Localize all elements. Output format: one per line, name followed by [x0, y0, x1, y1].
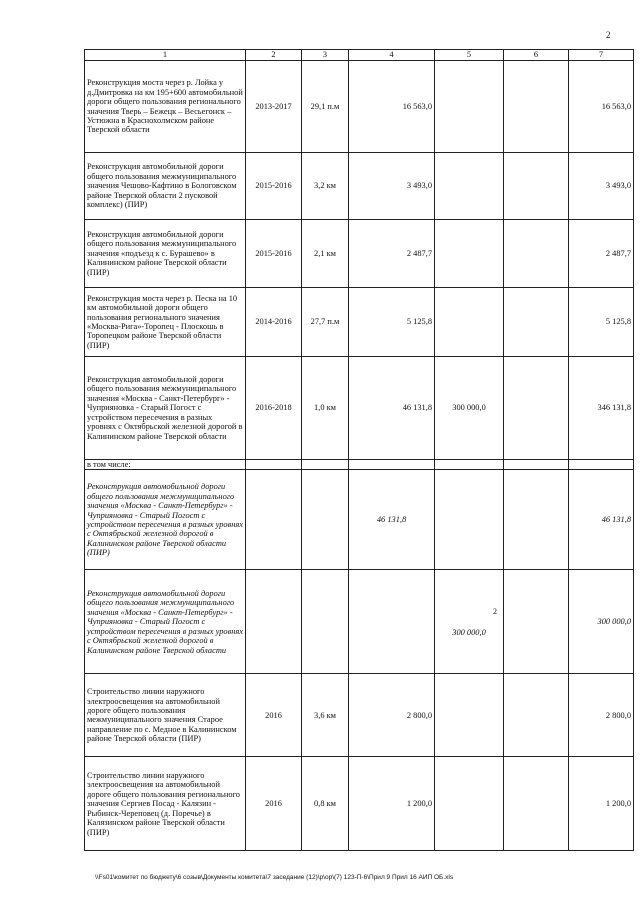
capacity-cell: 3,2 км	[302, 153, 349, 220]
header-cell: 2	[246, 50, 302, 61]
period-cell: 2015-2016	[246, 220, 302, 288]
col4-cell: 2 487,7	[349, 220, 435, 288]
period-cell: 2016-2018	[246, 357, 302, 460]
header-cell: 1	[85, 50, 246, 61]
table-row	[85, 757, 634, 851]
col4-cell	[349, 570, 435, 674]
file-path-footer: \\Fs01\комитет по бюджету\6 созыв\Документы комитета\7 заседание (12)\р\ор\(7) 123-П-6\Прил 9 Прил 16 АИП ОБ.xls	[95, 874, 454, 881]
table-row	[85, 357, 634, 460]
col6-cell	[504, 153, 569, 220]
col5-cell	[435, 757, 504, 851]
col5-cell	[435, 288, 504, 357]
sub-object-name-cell: Реконструкция автомобильной дороги общего пользования межмуниципального значения «Москва - Санкт-Петербург» - Чуприяновка - Старый Погост с устройством пересечения в разных уровнях с Октябрьской железной дорогой в Калининском районе Тверской области (ПИР)	[85, 470, 246, 570]
col5-cell	[435, 470, 504, 570]
col4-cell: 46 131,8	[349, 357, 435, 460]
table-row	[85, 61, 634, 153]
total-cell: 2 487,7	[569, 220, 634, 288]
capacity-cell: 27,7 п.м	[302, 288, 349, 357]
object-name-cell: Реконструкция автомобильной дороги общего пользования межмуниципального значения «Москва - Санкт-Петербург» - Чуприяновка - Старый Погост с устройством пересечения в разных уровнях с Октябрьской железной дорогой в Калининском районе Тверской области	[85, 357, 246, 460]
total-cell: 346 131,8	[569, 357, 634, 460]
total-cell: 3 493,0	[569, 153, 634, 220]
capacity-cell: 2,1 км	[302, 220, 349, 288]
page-number: 2	[606, 30, 611, 40]
table-row	[85, 288, 634, 357]
col5-cell: 300 000,0	[435, 357, 504, 460]
including-label: в том числе:	[85, 460, 246, 470]
period-cell: 2016	[246, 757, 302, 851]
object-name-cell: Реконструкция автомобильной дороги общего пользования межмуниципального значения Чешово-Кафтино в Бологовском районе Тверской области 2 пусковой комплекс) (ПИР)	[85, 153, 246, 220]
col5-cell	[435, 61, 504, 153]
col4-cell: 1 200,0	[349, 757, 435, 851]
sub-object-name-cell: Реконструкция автомобильной дороги общего пользования межмуниципального значения «Москва - Санкт-Петербург» - Чуприяновка - Старый Погост с устройством пересечения в разных уровнях с Октябрьской железной дорогой в Калининском районе Тверской области	[85, 570, 246, 674]
header-cell: 7	[569, 50, 634, 61]
col6-cell	[504, 288, 569, 357]
header-cell: 6	[504, 50, 569, 61]
table-row	[85, 153, 634, 220]
capacity-cell: 0,8 км	[302, 757, 349, 851]
period-cell: 2013-2017	[246, 61, 302, 153]
header-row	[85, 50, 634, 61]
col6-cell	[504, 674, 569, 757]
period-cell: 2015-2016	[246, 153, 302, 220]
col4-cell: 2 800,0	[349, 674, 435, 757]
col5-cell	[435, 153, 504, 220]
object-name-cell: Строительство линии наружного электроосвещения на автомобильной дороге общего пользования межмуниципального значения Старое направление по с. Медное в Калининском районе Тверской области (ПИР)	[85, 674, 246, 757]
col6-cell	[504, 757, 569, 851]
col4-cell: 16 563,0	[349, 61, 435, 153]
header-cell: 4	[349, 50, 435, 61]
col4-cell: 46 131,8	[349, 470, 435, 570]
table-row	[85, 674, 634, 757]
col6-cell	[504, 357, 569, 460]
total-cell: 300 000,0	[569, 570, 634, 674]
col4-cell: 5 125,8	[349, 288, 435, 357]
object-name-cell: Строительство линии наружного электроосвещения на автомобильной дороге общего пользования регионального значения Сергиев Посад - Калязин - Рыбинск-Череповец (д. Поречье) в Калязинском районе Тверской области (ПИР)	[85, 757, 246, 851]
total-cell: 46 131,8	[569, 470, 634, 570]
header-cell: 5	[435, 50, 504, 61]
col6-cell	[504, 220, 569, 288]
including-row	[85, 460, 634, 470]
col5-cell	[435, 674, 504, 757]
object-name-cell: Реконструкция автомобильной дороги общего пользования межмуниципального значения «подъезд к с. Бурашево» в Калининском районе Тверской области (ПИР)	[85, 220, 246, 288]
capacity-cell: 1,0 км	[302, 357, 349, 460]
object-name-cell: Реконструкция моста через р. Песка на 10 км автомобильной дороги общего пользования регионального значения «Москва-Рига»-Торопец - Плоскошь в Торопецком районе Тверской области (ПИР)	[85, 288, 246, 357]
col4-cell: 3 493,0	[349, 153, 435, 220]
col6-cell	[504, 61, 569, 153]
col5-value: 300 000,0	[452, 627, 486, 637]
capacity-cell: 3,6 км	[302, 674, 349, 757]
total-cell: 16 563,0	[569, 61, 634, 153]
footnote-mark: 2	[493, 606, 497, 616]
object-name-cell: Реконструкция моста через р. Лойка у д.Дмитровка на км 195+600 автомобильной дороги общего пользования регионального значения Тверь – Бежецк – Весьегонск – Устюжна в Краснохолмском районе Тверской области	[85, 61, 246, 153]
period-cell: 2016	[246, 674, 302, 757]
investment-program-table	[84, 49, 634, 851]
capacity-cell: 29,1 п.м	[302, 61, 349, 153]
total-cell: 5 125,8	[569, 288, 634, 357]
total-cell: 2 800,0	[569, 674, 634, 757]
period-cell: 2014-2016	[246, 288, 302, 357]
table-row	[85, 220, 634, 288]
sub-row	[85, 570, 634, 674]
total-cell: 1 200,0	[569, 757, 634, 851]
sub-row	[85, 470, 634, 570]
header-cell: 3	[302, 50, 349, 61]
col5-cell	[435, 220, 504, 288]
